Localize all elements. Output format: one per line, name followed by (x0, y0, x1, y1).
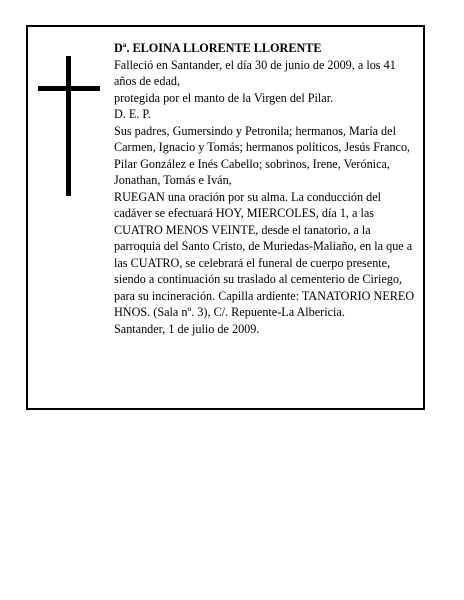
obituary-notice (26, 25, 425, 410)
place-and-date: Santander, 1 de julio de 2009. (114, 321, 260, 336)
notice-text (114, 40, 419, 337)
funeral-arrangements: RUEGAN una oración por su alma. La conducción del cadáver se efectuará HOY, MIERCOLES, día 1, a las CUATRO MENOS VEINTE, desde el tanatorio, a la parroquia del Santo Cristo, de Muriedas-Maliaño, en la que a las CUATRO, se celebrará el funeral de cuerpo presente, siendo a continuación su traslado al cementerio de Ciriego, para su incineración. Capilla ardiente: TANATORIO NEREO HNOS. (Sala nº. 3), C/. Repuente-La Albericia. (114, 189, 415, 319)
cross-icon (38, 56, 100, 196)
death-details: Falleció en Santander, el día 30 de junio de 2009, a los 41 años de edad, (114, 57, 396, 88)
rest-in-peace: D. E. P. (114, 107, 151, 121)
family-list: Sus padres, Gumersindo y Petronila; hermanos, María del Carmen, Ignacio y Tomás; hermanos políticos, Jesús Franco, Pilar González e Inés Cabello; sobrinos, Irene, Verónica, Jonathan, Tomás e Iván, (114, 123, 411, 187)
deceased-name: Dª. ELOINA LLORENTE LLORENTE (114, 41, 322, 55)
cross-horizontal-bar (38, 86, 100, 91)
cross-vertical-bar (66, 56, 71, 196)
protection-line: protegida por el manto de la Virgen del Pilar. (114, 90, 334, 105)
